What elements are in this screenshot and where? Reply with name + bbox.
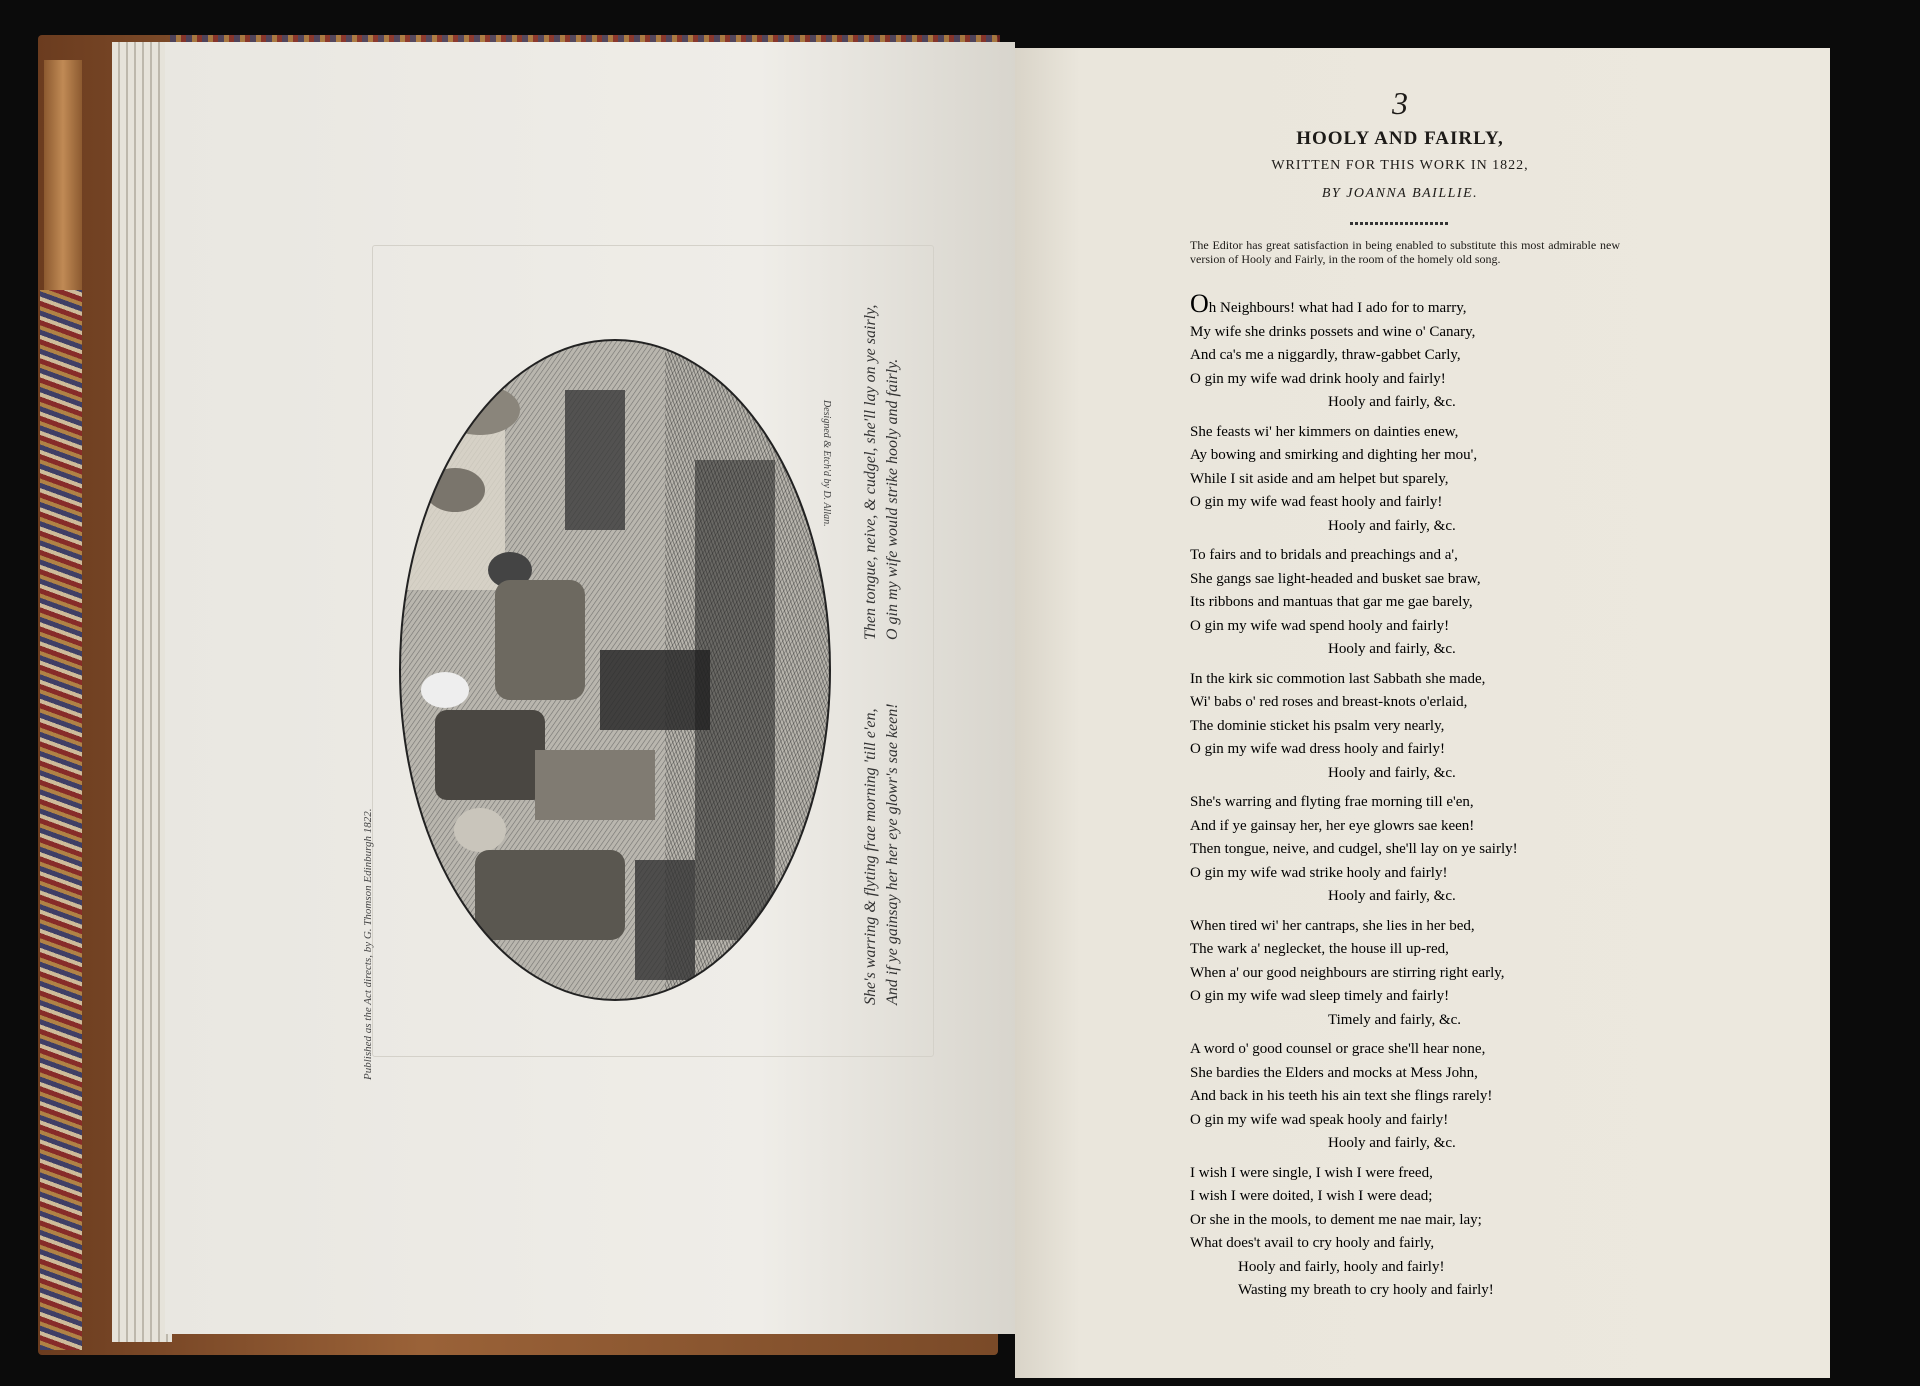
engraving-illustration: [385, 330, 845, 1010]
poem-line: The dominie sticket his psalm very nearly,: [1190, 717, 1445, 734]
poem-line: O gin my wife wad drink hooly and fairly!: [1190, 370, 1446, 387]
song-subtitle: WRITTEN FOR THIS WORK IN 1822,: [1271, 158, 1529, 173]
poem-line: I wish I were doited, I wish I were dead;: [1190, 1188, 1433, 1204]
poem-line: While I sit aside and am helpet but sparely,: [1190, 470, 1449, 487]
poem-line: What does't avail to cry hooly and fairly,: [1190, 1235, 1435, 1251]
stanza: [1190, 544, 1670, 662]
poem-line: Oh Neighbours! what had I ado for to marry,: [1190, 289, 1467, 318]
chorus-line: Hooly and fairly, hooly and fairly!: [1238, 1258, 1445, 1275]
chorus-line: Wasting my breath to cry hooly and fairly!: [1238, 1282, 1494, 1298]
chorus-line: Hooly and fairly, &c.: [1328, 394, 1456, 410]
poem-line: O gin my wife wad sleep timely and fairly!: [1190, 988, 1450, 1004]
poem-line: When tired wi' her cantraps, she lies in her bed,: [1190, 917, 1475, 934]
poem-line: O gin my wife wad feast hooly and fairly!: [1190, 494, 1443, 510]
song-author: BY JOANNA BAILLIE.: [1321, 186, 1479, 201]
poem-line: The wark a' neglecket, the house ill up-red,: [1190, 941, 1449, 957]
poem-line: Then tongue, neive, and cudgel, she'll lay on ye sairly!: [1190, 841, 1518, 857]
poem-line: I wish I were single, I wish I were freed,: [1190, 1164, 1433, 1181]
poem-line: My wife she drinks possets and wine o' Canary,: [1190, 323, 1476, 340]
poem: [1190, 289, 1670, 1309]
plate-caption-right: [860, 305, 904, 640]
poem-line: Ay bowing and smirking and dighting her mou',: [1190, 447, 1478, 463]
chorus-line: Hooly and fairly, &c.: [1328, 764, 1456, 781]
poem-line: She gangs sae light-headed and busket sae braw,: [1190, 570, 1481, 587]
poem-line: She feasts wi' her kimmers on dainties enew,: [1190, 423, 1459, 440]
poem-line: Its ribbons and mantuas that gar me gae barely,: [1190, 594, 1473, 610]
poem-line: And back in his teeth his ain text she flings rarely!: [1190, 1088, 1493, 1104]
page-edges: [112, 42, 172, 1342]
page-number: 3: [1392, 85, 1408, 121]
plate-caption-line: Then tongue, neive, & cudgel, she'll lay on ye sairly,: [862, 304, 879, 640]
poem-line: Wi' babs o' red roses and breast-knots o'erlaid,: [1190, 694, 1468, 710]
stanza: [1190, 1038, 1670, 1156]
chorus-line: Hooly and fairly, &c.: [1328, 517, 1456, 534]
chorus-line: Timely and fairly, &c.: [1328, 1011, 1462, 1028]
plate-caption-line: O gin my wife would strike hooly and fairly.: [884, 358, 901, 640]
stanza: [1190, 915, 1670, 1033]
poem-line: She bardies the Elders and mocks at Mess John,: [1190, 1064, 1478, 1081]
poem-line: O gin my wife wad spend hooly and fairly!: [1190, 617, 1450, 634]
poem-line: She's warring and flyting frae morning till e'en,: [1190, 794, 1474, 810]
stanza: [1190, 289, 1670, 415]
plate-publisher-line: Published as the Act directs, by G. Thomson Edinburgh 1822.: [362, 808, 374, 1080]
poem-line: O gin my wife wad dress hooly and fairly!: [1190, 741, 1445, 757]
poem-line: And if ye gainsay her, her eye glowrs sae keen!: [1190, 817, 1475, 834]
poem-line: When a' our good neighbours are stirring right early,: [1190, 964, 1505, 981]
poem-line: O gin my wife wad strike hooly and fairly!: [1190, 864, 1448, 881]
decorative-rule: [1350, 222, 1450, 225]
editor-note: The Editor has great satisfaction in being enabled to substitute this most admirable new version of Hooly and Fairly, in the room of the homely old song.: [1190, 238, 1620, 266]
leather-spine: [44, 60, 82, 290]
poem-line: Or she in the mools, to dement me nae mair, lay;: [1190, 1211, 1482, 1228]
plate-caption-line: And if ye gainsay her her eye glowr's sae keen!: [884, 703, 901, 1005]
chorus-line: Hooly and fairly, &c.: [1328, 888, 1456, 904]
poem-line: In the kirk sic commotion last Sabbath she made,: [1190, 670, 1486, 687]
poem-line: A word o' good counsel or grace she'll hear none,: [1190, 1041, 1486, 1057]
chorus-line: Hooly and fairly, &c.: [1328, 1135, 1456, 1151]
final-stanza: [1190, 1162, 1670, 1303]
poem-line: To fairs and to bridals and preachings and a',: [1190, 547, 1458, 563]
plate-artist-credit: Designed & Etch'd by D. Allan.: [821, 400, 832, 527]
marbled-endpaper: [40, 290, 82, 1350]
song-title: HOOLY AND FAIRLY,: [1296, 128, 1504, 149]
chorus-line: Hooly and fairly, &c.: [1328, 641, 1456, 657]
poem-line: O gin my wife wad speak hooly and fairly!: [1190, 1111, 1449, 1128]
stanza: [1190, 668, 1670, 786]
stanza: [1190, 421, 1670, 539]
plate-caption-left: [860, 703, 904, 1005]
poem-line: And ca's me a niggardly, thraw-gabbet Carly,: [1190, 347, 1461, 363]
plate-caption-line: She's warring & flyting frae morning 'till e'en,: [862, 708, 879, 1005]
stanza: [1190, 791, 1670, 909]
